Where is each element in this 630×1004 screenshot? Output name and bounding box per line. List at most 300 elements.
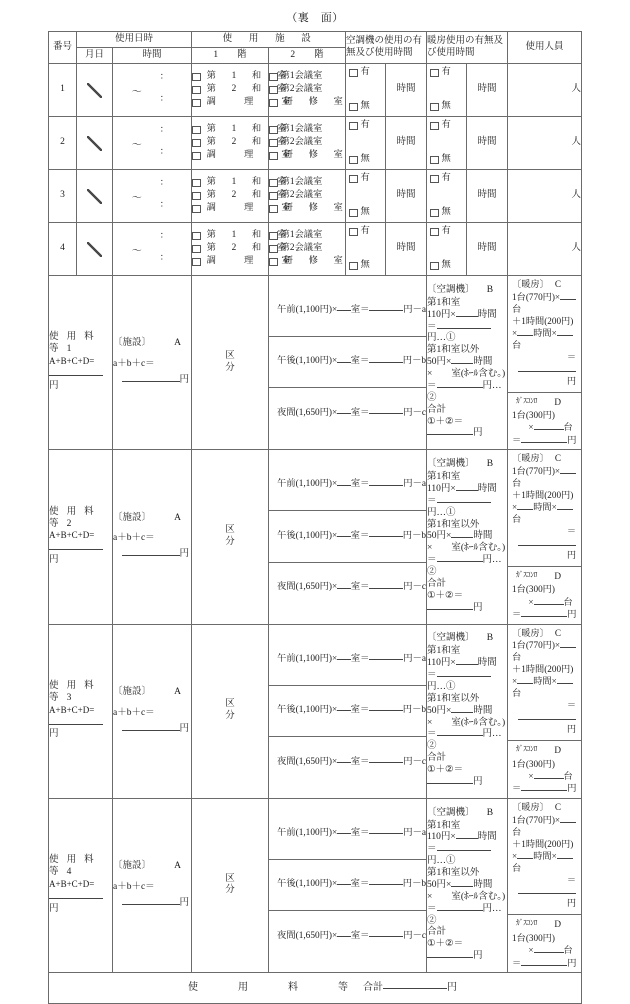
aircon-header: 〔空調機〕 [427, 284, 475, 295]
room-unit: 室＝ [350, 530, 370, 541]
heater-units2-input[interactable] [557, 858, 573, 859]
heater-amount-input[interactable] [518, 719, 576, 720]
afternoon-rate: 午後(1,100円)× [277, 356, 338, 367]
heater-hours-input[interactable] [517, 509, 533, 510]
morning-rate: 午前(1,100円)× [277, 479, 338, 490]
checkbox-icon[interactable] [192, 73, 201, 82]
fee-block-label-cell [49, 450, 113, 624]
afternoon-rate: 午後(1,100円)× [277, 530, 338, 541]
header-people: 使用人員 [508, 32, 582, 64]
heater-units-input[interactable] [560, 822, 576, 823]
header-aircon: 空調機の使用の有無及び使用時間 [346, 32, 427, 64]
room-label: 第 1 和 室 [206, 177, 290, 188]
checkbox-icon[interactable] [349, 69, 358, 78]
evening-rooms-input[interactable] [337, 588, 351, 589]
afternoon-rooms-input[interactable] [337, 536, 350, 537]
aircon-hours-cell[interactable]: 時間 [386, 64, 427, 117]
checkbox-icon[interactable] [192, 126, 201, 135]
heater-hours-cell[interactable]: 時間 [467, 117, 508, 170]
checkbox-row[interactable] [269, 84, 345, 96]
calc-line-evening[interactable] [269, 737, 426, 788]
aircon-amount2-input[interactable] [437, 387, 483, 388]
aircon-total-input[interactable] [427, 609, 473, 610]
checkbox-icon[interactable] [430, 69, 439, 78]
room-label: 調 理 室 [206, 256, 294, 267]
checkbox-row[interactable] [192, 190, 290, 202]
aircon-mark1: 円…① [427, 333, 456, 344]
gas-amount-input[interactable] [521, 965, 567, 966]
checkbox-row[interactable] [269, 137, 345, 149]
checkbox-row-no[interactable] [430, 207, 464, 219]
morning-rooms-input[interactable] [337, 310, 351, 311]
checkbox-row-yes[interactable] [430, 226, 464, 238]
checkbox-icon[interactable] [349, 228, 358, 237]
heater-line2: ＋1時間(200円) [512, 838, 574, 849]
aircon-hours-cell[interactable]: 時間 [386, 117, 427, 170]
checkbox-row[interactable] [269, 203, 345, 215]
checkbox-icon[interactable] [269, 139, 278, 148]
yen: 円 [402, 879, 413, 890]
heater-hours-input[interactable] [517, 335, 533, 336]
yen: 円 [402, 704, 413, 715]
heater-units2-input[interactable] [557, 509, 573, 510]
checkbox-icon[interactable] [269, 86, 278, 95]
fee-block-input[interactable] [49, 375, 103, 376]
aircon-total-input[interactable] [427, 783, 473, 784]
aircon-hours2-input[interactable] [451, 712, 473, 713]
time-slot-calc-cell [269, 624, 427, 798]
time-colon-start: ： [159, 124, 169, 134]
checkbox-row-no[interactable] [430, 101, 464, 113]
dai-unit: 台 [563, 422, 573, 433]
facility-formula: a＋b＋c＝ [113, 359, 155, 370]
facility-subtotal-input[interactable] [122, 730, 180, 731]
dai-unit: 台 [512, 688, 522, 699]
aircon-hours-unit: 時間 [477, 483, 497, 494]
time-colon-end: ： [159, 199, 169, 209]
aircon-hours2-input[interactable] [451, 537, 473, 538]
aircon-hours1-input[interactable] [456, 664, 478, 665]
time-tilde: 〜 [131, 193, 142, 204]
checkbox-row-yes[interactable] [349, 173, 383, 185]
afternoon-amount-input[interactable] [369, 536, 403, 537]
eq-sign: ＝ [427, 321, 437, 332]
heater-gas-cell [508, 798, 582, 972]
checkbox-row[interactable] [192, 84, 290, 96]
heater-hours-cell[interactable]: 時間 [467, 64, 508, 117]
fee-block-input[interactable] [49, 898, 103, 899]
checkbox-icon[interactable] [269, 245, 278, 254]
room-label: 第 1 和 室 [206, 230, 290, 241]
aircon-amount1-input[interactable] [437, 850, 491, 851]
room-unit: 室＝ [350, 479, 370, 490]
evening-amount-input[interactable] [369, 936, 403, 937]
yen: 円 [567, 957, 577, 968]
entry-row [49, 223, 582, 276]
aircon-amount2-input[interactable] [437, 910, 483, 911]
checkbox-row-yes[interactable] [430, 120, 464, 132]
checkbox-row-yes[interactable] [430, 173, 464, 185]
yen: 円 [473, 951, 483, 962]
dai-unit: 台 [512, 652, 522, 663]
checkbox-icon[interactable] [269, 99, 278, 108]
yen: 円 [566, 898, 577, 909]
aircon-hours1-input[interactable] [456, 838, 478, 839]
facility-code: A [174, 338, 182, 349]
morning-rate: 午前(1,100円)× [277, 653, 338, 664]
heater-hours-input[interactable] [517, 858, 533, 859]
calc-line-morning[interactable] [269, 808, 426, 859]
aircon-hours2-input[interactable] [451, 363, 473, 364]
header-floor2: 2 階 [269, 48, 346, 64]
aircon-total-input[interactable] [427, 957, 473, 958]
checkbox-icon[interactable] [269, 192, 278, 201]
aircon-hours-cell[interactable]: 時間 [386, 170, 427, 223]
eq-sign: ＝ [566, 874, 577, 885]
aircon-hours-cell[interactable]: 時間 [386, 223, 427, 276]
gas-times: × [528, 422, 534, 433]
aircon-amount1-input[interactable] [437, 328, 491, 329]
calc-line-afternoon[interactable] [269, 511, 426, 562]
calc-line-afternoon[interactable] [269, 686, 426, 737]
checkbox-row[interactable] [269, 256, 345, 268]
room-unit: 室＝ [350, 582, 370, 593]
facility-subtotal-input[interactable] [122, 381, 180, 382]
kubun-char-2: 分 [225, 885, 235, 896]
checkbox-row[interactable] [192, 124, 290, 136]
heater-line1: 1台(770円)× [512, 466, 561, 477]
gas-units-input[interactable] [534, 778, 564, 779]
eq-sign: ＝ [566, 525, 577, 536]
checkbox-icon[interactable] [430, 156, 439, 165]
afternoon-rooms-input[interactable] [337, 362, 350, 363]
heater-amount-input[interactable] [518, 371, 576, 372]
checkbox-icon[interactable] [192, 245, 201, 254]
floor2-room-checkboxes [269, 64, 346, 117]
aircon-total-formula: ①＋②＝ [427, 590, 464, 601]
aircon-mark2: 円…② [427, 903, 502, 926]
gas-line1: 1台(300円) [512, 410, 555, 420]
fee-block-input[interactable] [49, 724, 103, 725]
evening-amount-input[interactable] [369, 762, 403, 763]
fee-block-input[interactable] [49, 549, 103, 550]
morning-amount-input[interactable] [369, 833, 403, 834]
entry-time-cell[interactable] [113, 223, 192, 276]
aircon-amount2-input[interactable] [437, 735, 483, 736]
gas-stove-block [508, 567, 581, 624]
morning-rooms-input[interactable] [337, 485, 351, 486]
yes-label: 有 [360, 120, 370, 130]
checkbox-icon[interactable] [269, 152, 278, 161]
calc-line-evening[interactable] [269, 388, 426, 439]
checkbox-icon[interactable] [192, 152, 201, 161]
evening-rooms-input[interactable] [337, 413, 351, 414]
checkbox-icon[interactable] [192, 179, 201, 188]
fee-block-label-cell [49, 276, 113, 450]
checkbox-row[interactable] [192, 71, 290, 83]
eq-sign: ＝ [427, 380, 437, 391]
calc-line-morning[interactable] [269, 286, 426, 337]
checkbox-row-no[interactable] [349, 154, 383, 166]
heater-units-input[interactable] [560, 647, 576, 648]
heater-hours-label: 時間× [533, 327, 557, 338]
checkbox-row[interactable] [192, 203, 294, 215]
people-count-cell[interactable]: 人 [508, 64, 582, 117]
checkbox-row[interactable] [269, 124, 345, 136]
grand-total-label: 使 用 料 等 [188, 981, 364, 993]
yen: 円 [403, 408, 413, 419]
heater-line1: 1台(770円)× [512, 291, 561, 302]
checkbox-icon[interactable] [192, 139, 201, 148]
evening-amount-input[interactable] [369, 413, 403, 414]
heater-units2-input[interactable] [557, 335, 573, 336]
checkbox-row[interactable] [269, 150, 345, 162]
heater-gas-cell [508, 624, 582, 798]
entry-date-cell[interactable] [77, 170, 113, 223]
evening-rooms-input[interactable] [337, 936, 351, 937]
people-count-cell[interactable]: 人 [508, 170, 582, 223]
afternoon-amount-input[interactable] [369, 710, 403, 711]
yes-label: 有 [441, 120, 451, 130]
checkbox-icon[interactable] [192, 258, 201, 267]
entry-date-cell[interactable] [77, 223, 113, 276]
aircon-room1-label: 第1和室 [427, 646, 461, 657]
aircon-mark1: 円…① [427, 856, 456, 867]
calc-line-evening[interactable] [269, 563, 426, 614]
entry-time-cell[interactable] [113, 117, 192, 170]
checkbox-icon[interactable] [192, 192, 201, 201]
yen: 円 [566, 375, 577, 386]
heater-units2-input[interactable] [557, 683, 573, 684]
entry-time-cell[interactable] [113, 64, 192, 117]
evening-rate: 夜間(1,650円)× [277, 756, 338, 767]
aircon-amount2-input[interactable] [437, 561, 483, 562]
checkbox-icon[interactable] [269, 126, 278, 135]
aircon-rooms-line: × 室(ﾎｰﾙ含む。) [427, 717, 506, 728]
checkbox-row-yes[interactable] [430, 67, 464, 79]
heater-yesno-cell [427, 170, 467, 223]
heater-hours-cell[interactable]: 時間 [467, 223, 508, 276]
afternoon-rooms-input[interactable] [337, 884, 350, 885]
gas-units-input[interactable] [534, 604, 564, 605]
checkbox-row-yes[interactable] [349, 120, 383, 132]
morning-rooms-input[interactable] [337, 833, 351, 834]
heater-line1: 1台(770円)× [512, 814, 561, 825]
checkbox-row[interactable] [192, 256, 294, 268]
yen: 円 [402, 530, 413, 541]
afternoon-rooms-input[interactable] [337, 710, 350, 711]
heater-hours-input[interactable] [517, 683, 533, 684]
checkbox-row[interactable] [269, 97, 345, 109]
checkbox-icon[interactable] [430, 175, 439, 184]
checkbox-row[interactable] [269, 230, 345, 242]
entry-number: 4 [49, 223, 77, 276]
checkbox-icon[interactable] [349, 209, 358, 218]
aircon-amount1-input[interactable] [437, 676, 491, 677]
checkbox-icon[interactable] [430, 122, 439, 131]
checkbox-icon[interactable] [349, 175, 358, 184]
aircon-amount1-input[interactable] [437, 502, 491, 503]
calc-line-morning[interactable] [269, 634, 426, 685]
calc-line-evening[interactable] [269, 911, 426, 962]
checkbox-icon[interactable] [430, 209, 439, 218]
fee-block-title: 使 用 料 等 1 [49, 332, 97, 355]
gas-code: D [554, 919, 562, 930]
heater-hours-cell[interactable]: 時間 [467, 170, 508, 223]
checkbox-row[interactable] [192, 150, 294, 162]
heater-amount-input[interactable] [518, 545, 576, 546]
checkbox-row[interactable] [192, 230, 290, 242]
gas-amount-input[interactable] [521, 790, 567, 791]
checkbox-icon[interactable] [269, 258, 278, 267]
aircon-header: 〔空調機〕 [427, 807, 475, 818]
checkbox-icon[interactable] [269, 205, 278, 214]
people-count-cell[interactable]: 人 [508, 223, 582, 276]
morning-amount-input[interactable] [369, 659, 403, 660]
checkbox-icon[interactable] [430, 262, 439, 271]
calc-line-afternoon[interactable] [269, 337, 426, 388]
date-slash [77, 136, 112, 151]
eq-sign: ＝ [512, 957, 522, 968]
gas-units-input[interactable] [534, 952, 564, 953]
checkbox-icon[interactable] [269, 179, 278, 188]
heater-units-input[interactable] [560, 299, 576, 300]
checkbox-icon[interactable] [430, 228, 439, 237]
evening-amount-input[interactable] [369, 588, 403, 589]
checkbox-row[interactable] [269, 243, 345, 255]
time-tilde: 〜 [131, 140, 142, 151]
floor1-room-checkboxes [192, 170, 294, 223]
heater-header: 〔暖房〕 [512, 279, 549, 289]
aircon-hours1-input[interactable] [456, 490, 478, 491]
calc-line-afternoon[interactable] [269, 860, 426, 911]
checkbox-row[interactable] [269, 177, 345, 189]
morning-amount-input[interactable] [369, 310, 403, 311]
gas-stove-block [508, 393, 581, 450]
checkbox-row-no[interactable] [349, 101, 383, 113]
header-time: 時間 [113, 48, 192, 64]
facility-subtotal-cell [113, 798, 192, 972]
checkbox-row-yes[interactable] [349, 226, 383, 238]
checkbox-icon[interactable] [192, 205, 201, 214]
aircon-hours1-input[interactable] [456, 316, 478, 317]
grand-total-input[interactable] [383, 988, 447, 989]
entry-date-cell[interactable] [77, 117, 113, 170]
suffix-a: －a [412, 653, 427, 664]
checkbox-row-no[interactable] [349, 207, 383, 219]
heater-line1: 1台(770円)× [512, 640, 561, 651]
evening-rate: 夜間(1,650円)× [277, 408, 338, 419]
facility-header: 〔施設〕 [113, 338, 152, 349]
suffix-b: －b [412, 530, 427, 541]
checkbox-row-no[interactable] [430, 154, 464, 166]
dai-unit: 台 [563, 596, 573, 607]
checkbox-icon[interactable] [349, 122, 358, 131]
checkbox-icon[interactable] [269, 73, 278, 82]
heater-amount-input[interactable] [518, 893, 576, 894]
gas-code: D [554, 570, 562, 581]
aircon-header: 〔空調機〕 [427, 633, 475, 644]
dai-unit: 台 [512, 826, 522, 837]
heater-times: × [512, 327, 518, 338]
entry-time-cell[interactable] [113, 170, 192, 223]
checkbox-icon[interactable] [349, 262, 358, 271]
facility-subtotal-input[interactable] [122, 904, 180, 905]
aircon-hours2-input[interactable] [451, 886, 473, 887]
checkbox-icon[interactable] [192, 232, 201, 241]
heater-units-input[interactable] [560, 473, 576, 474]
aircon-total-label: 合計 [427, 753, 447, 764]
evening-rooms-input[interactable] [337, 762, 351, 763]
kubun-label-cell [192, 624, 269, 798]
header-floor1: 1 階 [192, 48, 269, 64]
checkbox-icon[interactable] [349, 156, 358, 165]
aircon-total-input[interactable] [427, 434, 473, 435]
calc-line-morning[interactable] [269, 460, 426, 511]
gas-amount-input[interactable] [521, 442, 567, 443]
checkbox-icon[interactable] [349, 103, 358, 112]
aircon-calc-cell [427, 450, 508, 624]
checkbox-row-no[interactable] [349, 260, 383, 272]
floor2-room-checkboxes [269, 170, 346, 223]
checkbox-icon[interactable] [192, 99, 201, 108]
checkbox-row[interactable] [192, 137, 290, 149]
morning-amount-input[interactable] [369, 485, 403, 486]
room-label: 第2会議室 [280, 190, 323, 201]
entry-row [49, 64, 582, 117]
room-label: 第2会議室 [280, 137, 323, 148]
checkbox-row[interactable] [192, 177, 290, 189]
morning-rooms-input[interactable] [337, 659, 351, 660]
checkbox-row[interactable] [269, 190, 345, 202]
facility-subtotal-input[interactable] [122, 555, 180, 556]
gas-units-input[interactable] [534, 429, 564, 430]
checkbox-row[interactable] [192, 243, 290, 255]
heater-times: × [512, 502, 518, 513]
checkbox-icon[interactable] [269, 232, 278, 241]
checkbox-icon[interactable] [192, 86, 201, 95]
afternoon-amount-input[interactable] [369, 884, 403, 885]
checkbox-row-no[interactable] [430, 260, 464, 272]
fee-block-label-cell [49, 624, 113, 798]
eq-sign: ＝ [512, 783, 522, 794]
time-colon-end: ： [159, 93, 169, 103]
entry-number: 2 [49, 117, 77, 170]
checkbox-row[interactable] [192, 97, 294, 109]
suffix-a: －a [412, 479, 427, 490]
gas-amount-input[interactable] [521, 616, 567, 617]
aircon-hours-unit: 時間 [473, 705, 493, 716]
checkbox-icon[interactable] [430, 103, 439, 112]
aircon-hours-unit: 時間 [473, 357, 493, 368]
entry-date-cell[interactable] [77, 64, 113, 117]
yen: 円 [567, 434, 577, 445]
checkbox-row[interactable] [269, 71, 345, 83]
people-count-cell[interactable]: 人 [508, 117, 582, 170]
date-slash [77, 189, 112, 204]
entry-row [49, 170, 582, 223]
gas-header: ｶﾞｽｺﾝﾛ [516, 569, 538, 579]
dai-unit: 台 [512, 339, 522, 350]
checkbox-row-yes[interactable] [349, 67, 383, 79]
eq-sign: ＝ [512, 434, 522, 445]
afternoon-amount-input[interactable] [369, 362, 403, 363]
room-unit: 室＝ [350, 653, 370, 664]
facility-subtotal-cell [113, 276, 192, 450]
yen: 円 [403, 653, 413, 664]
no-label: 無 [360, 260, 370, 271]
grand-total-row [49, 973, 582, 1004]
